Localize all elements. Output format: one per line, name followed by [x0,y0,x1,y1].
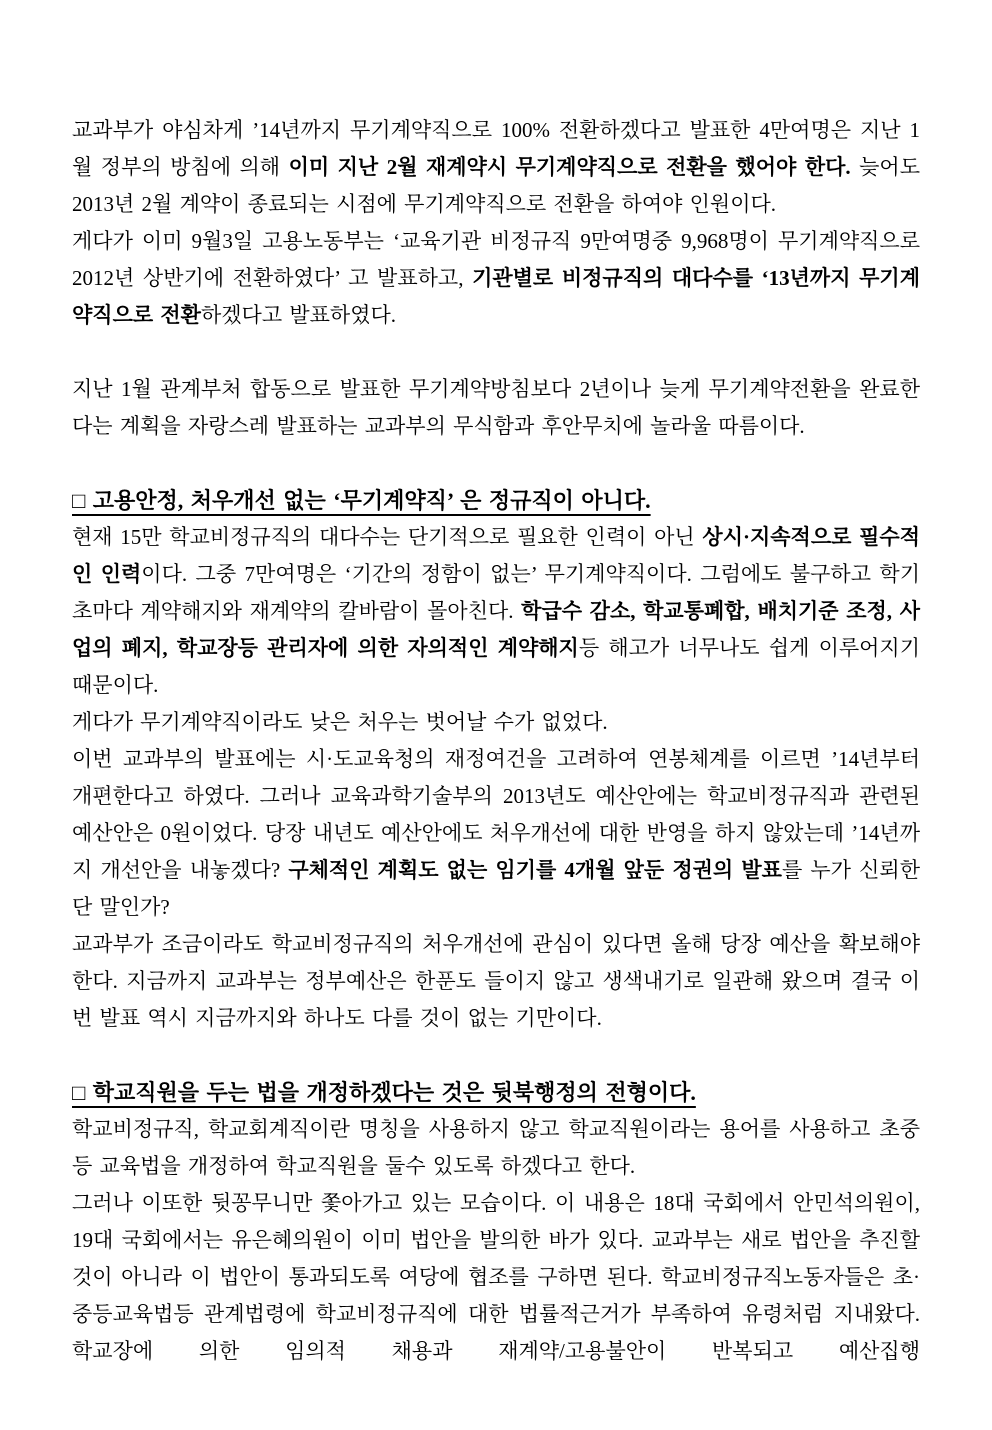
text-run: 교과부가 조금이라도 학교비정규직의 처우개선에 관심이 있다면 올해 당장 예산을 확보해야 한다. 지금까지 교과부는 정부예산은 한푼도 들이지 않고 생색내기로 일관해 왔으며 결국 이번 발표 역시 지금까지와 하나도 다를 것이 없는 기만이다. [72,932,920,1030]
text-run: 늦어도 2013년 2월 계약이 종료되는 시점에 무기계약직으로 전환을 하여야 인원이다. [72,155,920,216]
para-legislation-followup [72,1185,920,1370]
text-run-bold: □ 고용안정, 처우개선 없는 ‘무기계약직’ 은 정규직이 아니다. [72,488,651,513]
para-school-staff-naming [72,1111,920,1185]
blank-line-1 [72,334,920,371]
document-body [72,112,920,1370]
text-run: 게다가 무기계약직이라도 낮은 처우는 벗어날 수가 없었다. [72,710,608,734]
text-run: 게다가 이미 9월3일 고용노동부는 ‘교육기관 비정규직 9만여명중 9,968명이 무기계약직으로 2012년 상반기에 전환하였다’ 고 발표하고, [72,229,920,290]
text-run: 학교비정규직, 학교회계직이란 명칭을 사용하지 않고 학교직원이라는 용어를 사용하고 초중등 교육법을 개정하여 학교직원을 둘수 있도록 하겠다고 한다. [72,1117,920,1178]
blank-line-2 [72,445,920,482]
text-run: 를 누가 신뢰한단 말인가? [72,858,920,919]
heading-mugye-not-regular [72,482,920,519]
text-run-bold: 기관별로 비정규직의 대다수를 ‘13년까지 무기계약직으로 전환 [72,266,920,327]
text-run-bold: 이미 지난 2월 재계약시 무기계약직으로 전환을 했어야 한다. [288,155,851,179]
heading-school-staff-law [72,1074,920,1111]
para-conversion-announcement [72,112,920,223]
blank-line-3 [72,1037,920,1074]
para-criticism [72,371,920,445]
text-run: 교과부가 야심차게 ’14년까지 무기계약직으로 100% 전환하겠다고 발표한 4만여명은 지난 1월 정부의 방침에 의해 [72,118,920,179]
text-run-bold: 상시·지속적으로 필수적인 인력 [72,525,920,586]
para-budget-demand [72,926,920,1037]
para-budget-zero [72,741,920,926]
text-run: 하겠다고 발표하였다. [200,303,397,327]
text-run-bold: 구체적인 계획도 없는 임기를 4개월 앞둔 정권의 발표 [288,858,782,882]
text-run: 지난 1월 관계부처 합동으로 발표한 무기계약방침보다 2년이나 늦게 무기계약전환을 완료한다는 계획을 자랑스레 발표하는 교과부의 무식함과 후안무치에 놀라울 따름이다. [72,377,920,438]
text-run: 등 해고가 너무나도 쉽게 이루어지기 때문이다. [72,636,920,697]
text-run: 그러나 이또한 뒷꽁무니만 쫓아가고 있는 모습이다. 이 내용은 18대 국회에서 안민석의원이, 19대 국회에서는 유은혜의원이 이미 법안을 발의한 바가 있다. 교과부는 새로 법안을 추진할 것이 아니라 이 법안이 통과되도록 여당에 협조를 구하면 된다. 학교비정규직노동자들은 초·중등교육법등 관계법령에 학교비정규직에 대한 법률적근거가 부족하여 유령처럼 지내왔다. 학교장에 의한 임의적 채용과 재계약/고용불안이 반복되고 예산집행 [72,1191,920,1363]
text-run: 이번 교과부의 발표에는 시·도교육청의 재정여건을 고려하여 연봉체계를 이르면 ’14년부터 개편한다고 하였다. 그러나 교육과학기술부의 2013년도 예산안에는 학교비정규직과 관련된 예산안은 0원이었다. 당장 내년도 예산안에도 처우개선에 대한 반영을 하지 않았는데 ’14년까지 개선안을 내놓겠다? [72,747,920,882]
para-permanent-workforce [72,519,920,704]
para-moel-announcement [72,223,920,334]
text-run-bold: □ 학교직원을 두는 법을 개정하겠다는 것은 뒷북행정의 전형이다. [72,1080,696,1105]
text-run: 이다. 그중 7만여명은 ‘기간의 정함이 없는’ 무기계약직이다. 그럼에도 불구하고 학기초마다 계약해지와 재계약의 칼바람이 몰아친다. [72,562,920,623]
text-run-bold: 학급수 감소, 학교통폐합, 배치기준 조정, 사업의 폐지, 학교장등 관리자에 의한 자의적인 계약해지 [72,599,920,660]
text-run: 현재 15만 학교비정규직의 대다수는 단기적으로 필요한 인력이 아닌 [72,525,703,549]
para-low-treatment [72,704,920,741]
